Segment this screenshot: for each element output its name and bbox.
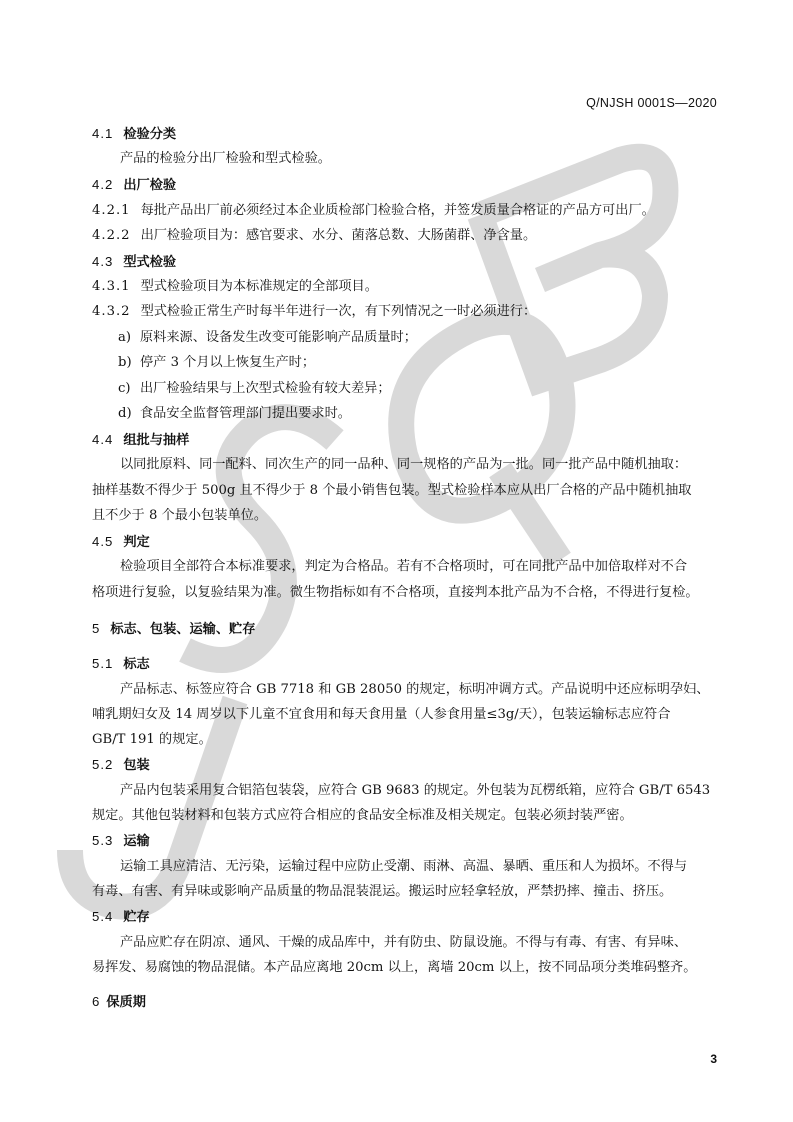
paragraph-line: 哺乳期妇女及 14 周岁以下儿童不宜食用和每天食用量（人参食用量≤3g/天），包装运输标志应符合 xyxy=(92,707,671,722)
paragraph-line: 易挥发、易腐蚀的物品混储。本产品应离地 20cm 以上，离墙 20cm 以上，按不同品项分类堆码整齐。 xyxy=(92,960,697,975)
paragraph-line: 有毒、有害、有异味或影响产品质量的物品混装混运。搬运时应轻拿轻放，严禁扔摔、撞击、挤压。 xyxy=(92,884,673,899)
clause-4-2-2: 4.2.2 出厂检验项目为：感官要求、水分、菌落总数、大肠菌群、净含量。 xyxy=(92,228,537,243)
heading-4-3: 4.3 型式检验 xyxy=(92,254,177,269)
heading-5-3: 5.3 运输 xyxy=(92,833,150,848)
paragraph-line: 规定。其他包装材料和包装方式应符合相应的食品安全标准及相关规定。包装必须封装严密。 xyxy=(92,808,633,823)
paragraph-line: GB/T 191 的规定。 xyxy=(92,732,212,747)
clause-4-2-1: 4.2.1 每批产品出厂前必须经过本企业质检部门检验合格，并签发质量合格证的产品方可出厂。 xyxy=(92,203,655,218)
paragraph: 产品的检验分出厂检验和型式检验。 xyxy=(120,151,331,166)
heading-5: 5 标志、包装、运输、贮存 xyxy=(92,621,256,636)
heading-6: 6 保质期 xyxy=(92,994,146,1009)
paragraph-line: 产品标志、标签应符合 GB 7718 和 GB 28050 的规定，标明冲调方式。产品说明中还应标明孕妇、 xyxy=(120,682,710,697)
heading-4-2: 4.2 出厂检验 xyxy=(92,177,177,192)
paragraph-line: 格项进行复验，以复验结果为准。微生物指标如有不合格项，直接判本批产品为不合格，不得进行复检。 xyxy=(92,585,699,600)
list-item: c) 出厂检验结果与上次型式检验有较大差异； xyxy=(118,381,391,396)
heading-4-5: 4.5 判定 xyxy=(92,534,150,549)
paragraph-line: 运输工具应清洁、无污染，运输过程中应防止受潮、雨淋、高温、暴晒、重压和人为损坏。不得与 xyxy=(120,859,688,874)
page-number: 3 xyxy=(710,1052,717,1066)
paragraph-line: 检验项目全部符合本标准要求，判定为合格品。若有不合格项时，可在同批产品中加倍取样对不合 xyxy=(120,559,688,574)
paragraph-line: 产品内包装采用复合铝箔包装袋，应符合 GB 9683 的规定。外包装为瓦楞纸箱，应符合 GB/T 6543 xyxy=(120,783,711,798)
watermark-letter-b xyxy=(480,157,665,380)
paragraph-line: 且不少于 8 个最小包装单位。 xyxy=(92,508,268,523)
heading-5-4: 5.4 贮存 xyxy=(92,909,150,924)
heading-5-2: 5.2 包装 xyxy=(92,757,150,772)
heading-4-4: 4.4 组批与抽样 xyxy=(92,432,190,447)
list-item: a) 原料来源、设备发生改变可能影响产品质量时； xyxy=(118,330,417,345)
document-code: Q/NJSH 0001S—2020 xyxy=(586,96,717,110)
heading-4-1: 4.1 检验分类 xyxy=(92,126,177,141)
heading-5-1: 5.1 标志 xyxy=(92,656,150,671)
paragraph-line: 抽样基数不得少于 500g 且不得少于 8 个最小销售包装。型式检验样本应从出厂合格的产品中随机抽取 xyxy=(92,483,692,498)
clause-4-3-2: 4.3.2 型式检验正常生产时每半年进行一次，有下列情况之一时必须进行： xyxy=(92,304,537,319)
paragraph-line: 产品应贮存在阴凉、通风、干燥的成品库中，并有防虫、防鼠设施。不得与有毒、有害、有异味、 xyxy=(120,935,688,950)
clause-4-3-1: 4.3.1 型式检验项目为本标准规定的全部项目。 xyxy=(92,279,378,294)
list-item: d) 食品安全监督管理部门提出要求时。 xyxy=(118,406,351,421)
paragraph-line: 以同批原料、同一配料、同次生产的同一品种、同一规格的产品为一批。同一批产品中随机抽取： xyxy=(120,457,688,472)
list-item: b) 停产 3 个月以上恢复生产时； xyxy=(118,355,316,370)
